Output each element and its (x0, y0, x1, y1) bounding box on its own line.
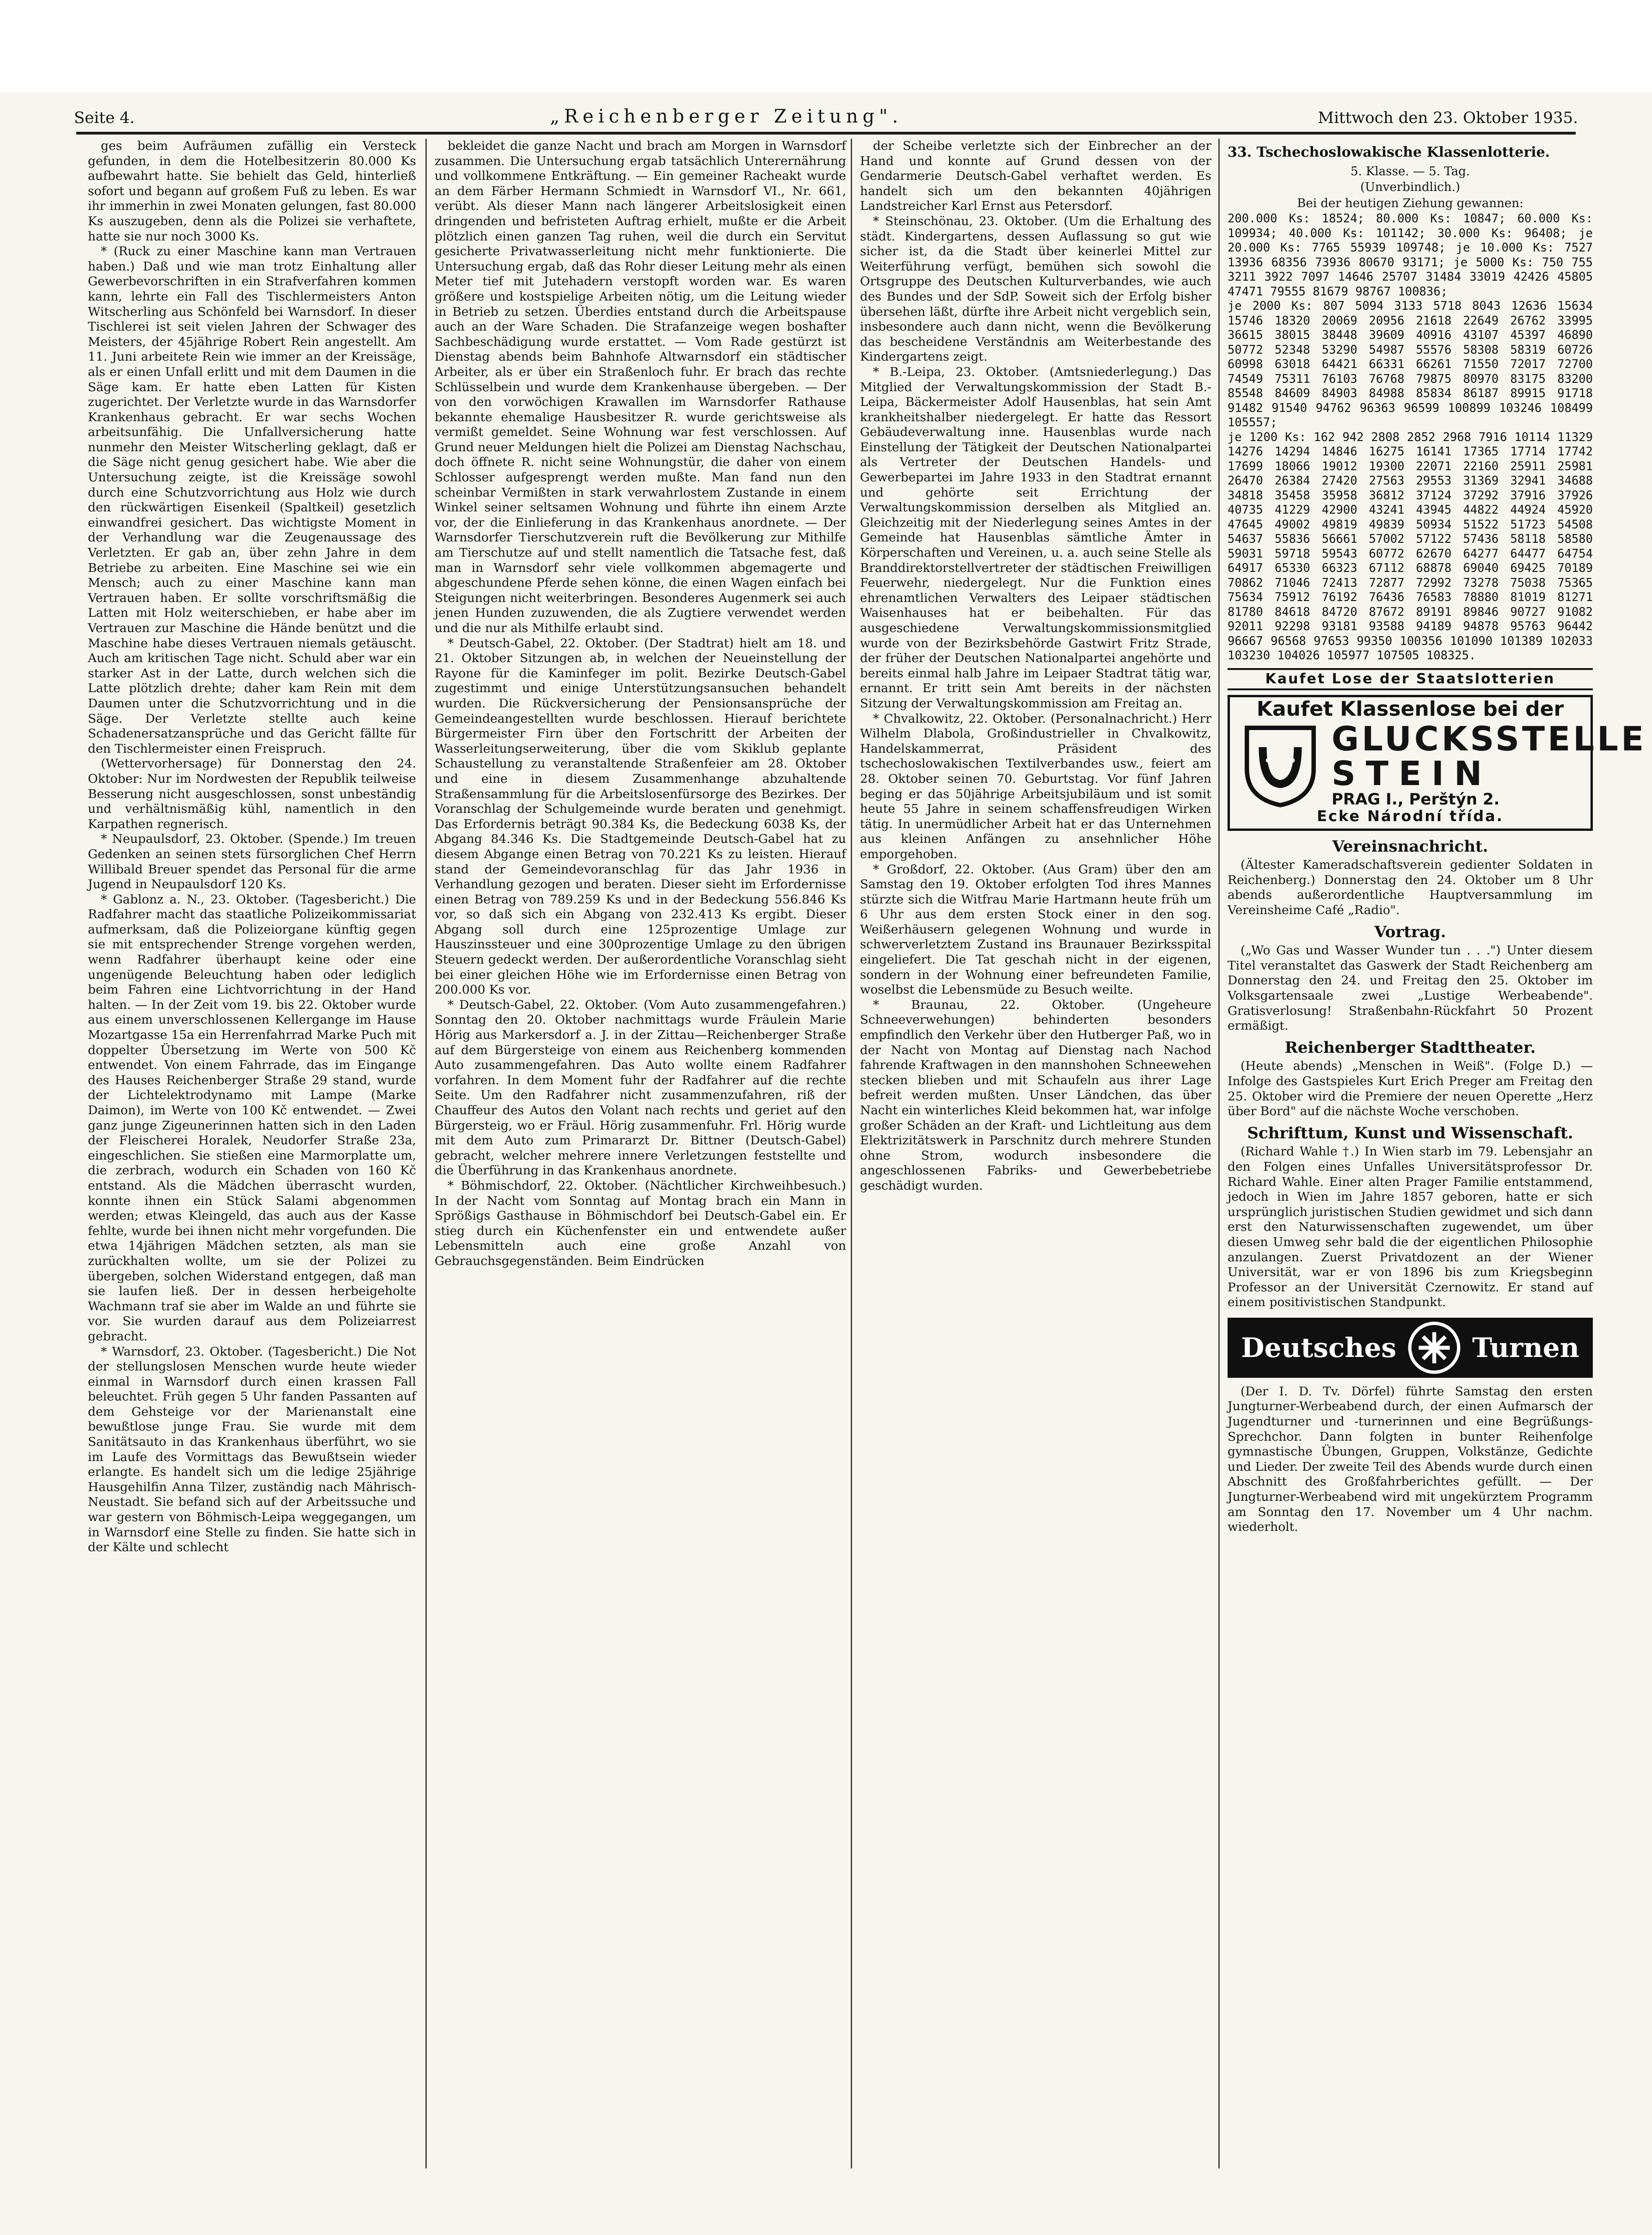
article-text: * Braunau, 22. Oktober. (Ungeheure Schneeverwehungen) behinderten besonders empfindlich den Verkehr über den Hutberger Paß, wo in der Nacht von Montag auf Dienstag nach Nachod fahrende Kraftwagen in den mannshohen Schneewehen stecken blieben und mit Schaufeln aus ihrer Lage befreit werden mußten. Unser Ländchen, das über Nacht ein winterliches Kleid bekommen hat, war infolge großer Schäden an der Kraft- und Lichtleitung aus dem Elektrizitätswerk in Parschnitz durch mehrere Stunden ohne Strom, wodurch insbesondere die angeschlossenen Fabriks- und Gewerbebetriebe geschädigt wurden. (860, 997, 1211, 1193)
section-heading: Vereinsnachricht. (1332, 837, 1488, 856)
column-2 (435, 139, 846, 2170)
newspaper-title: „Reichenberger Zeitung". (550, 106, 903, 127)
article-text: („Wo Gas und Wasser Wunder tun . . .") Unter diesem Titel veranstaltet das Gaswerk der Stadt Reichenberg am Donnerstag den 24. und Freitag den 25. Oktober im Volksgartensaale zwei „Lustige Werbeabende". Gratisverlosung! Straßenbahn-Rückfahrt 50 Prozent ermäßigt. (1228, 943, 1593, 1033)
column-3 (860, 139, 1211, 2170)
article-text: * Steinschönau, 23. Oktober. (Um die Erhaltung des städt. Kindergartens, dessen Auflassung so gut wie sicher ist, da die Stadt über keinerlei Mittel zur Weiterführung verfügt, bemühen sich sowohl die Ortsgruppe des Deutschen Kulturverbandes, wie auch des Bundes und der SdP. Soweit sich der Erfolg bisher übersehen läßt, dürfte ihre Arbeit nicht vergeblich sein, insbesondere auch dann nicht, wenn die Bevölkerung das bescheidene Verständnis am Weiterbestande des Kindergartens zeigt. (860, 214, 1211, 364)
advert-brand: GLUCKSSTELLE (1332, 719, 1647, 759)
section-heading: Vortrag. (1374, 922, 1446, 941)
advert-gluecksstelle (1228, 695, 1647, 830)
article-text: * Böhmischdorf, 22. Oktober. (Nächtlicher Kirchweihbesuch.) In der Nacht vom Sonntag auf Montag brach ein Mann in Sprößigs Gasthause in Böhmischdorf bei Deutsch-Gabel ein. Er stieg durch ein Küchenfenster ein und entwendete außer Lebensmitteln auch eine große Anzahl von Gebrauchsgegenständen. Beim Eindrücken (435, 1178, 846, 1268)
scan-margin (0, 0, 1652, 92)
article-text: * Gablonz a. N., 23. Oktober. (Tagesbericht.) Die Radfahrer macht das staatliche Polizeikommissariat aufmerksam, daß die Polizeiorgane künftig gegen sie mit entsprechender Strenge vorgehen werden, wenn Radfahrer überhaupt keine oder eine ungenügende Beleuchtung haben oder lediglich beim Fahren eine Lichtvorrichtung in der Hand halten. — In der Zeit vom 19. bis 22. Oktober wurde aus einem unverschlossenen Kellergange im Hause Mozartgasse 15a ein Herrenfahrrad Marke Puch mit doppelter Übersetzung im Werte von 500 Kč entwendet. Von einem Fahrrade, das im Eingange des Hauses Reichenberger Straße 29 stand, wurde der Lichtelektrodynamo mit Lampe (Marke Daimon), im Werte von 100 Kč entwendet. — Zwei ganz junge Zigeunerinnen hatten sich in den Laden der Fleischerei Horalek, Neudorfer Straße 23a, eingeschlichen. Sie stießen eine Marmorplatte um, die zerbrach, wodurch ein Schaden von 160 Kč entstand. Als die Mädchen überrascht wurden, konnte ihnen ein Stück Salami abgenommen werden; etwas Kleingeld, das auch aus der Kasse fehlte, wurde bei ihnen nicht mehr vorgefunden. Die etwa 14jährigen Mädchen setzten, als man sie zurückhalten wollte, um sie der Polizei zu übergeben, solchen Widerstand entgegen, daß man sie laufen ließ. Der in dessen herbeigeholte Wachmann traf sie aber im Walde an und führte sie vor. Sie wurden darauf aus dem Polizeiarrest gebracht. (88, 892, 416, 1344)
column-divider (851, 139, 852, 2168)
page-number: Seite 4. (74, 109, 135, 127)
lottery-heading: 33. Tschechoslowakische Klassenlotterie. (1228, 144, 1550, 160)
article-text: (Der I. D. Tv. Dörfel) führte Samstag den ersten Jungturner-Werbeabend durch, der einen Aufmarsch der Jugendturner und -turnerinnen und eine Begrüßungs-Sprechchor. Dann folgten in bunter Reihenfolge gymnastische Übungen, Gruppen, Volkstänze, Gedichte und Lieder. Der zweite Teil des Abends wurde durch einen Abschnitt des Großfahrberichtes gefüllt. — Der Jungturner-Werbeabend wird mit ungekürztem Programm am Sonntag den 17. November um 4 Uhr nachm. wiederholt. (1228, 1384, 1593, 1535)
article-text: (Richard Wahle †.) In Wien starb im 79. Lebensjahr an den Folgen eines Unfalles Universitätsprofessor Dr. Richard Wahle. Einer alten Prager Familie entstammend, jedoch in Wien im Jahre 1857 geboren, hatte er sich ursprünglich juristischen Studien gewidmet und sich dann erst den Naturwissenschaften zugewendet, um über diesen Umweg sehr bald die der eigentlichen Philosophie anzulangen. Zuerst Privatdozent an der Wiener Universität, war er von 1896 bis zum Kriegsbeginn Professor an der Universität Czernowitz. Er stand auf einem positivistischen Standpunkt. (1228, 1144, 1593, 1310)
lottery-class: 5. Klasse. — 5. Tag. (1351, 164, 1470, 178)
issue-date: Mittwoch den 23. Oktober 1935. (1318, 109, 1578, 127)
advert-address-2: Ecke Národní třída. (1317, 807, 1504, 825)
article-text: bekleidet die ganze Nacht und brach am Morgen in Warnsdorf zusammen. Die Untersuchung ergab tatsächlich Unterernährung und vollkommene Entkräftung. — Ein gemeiner Racheakt wurde an dem Färber Hermann Schmiedt in Warnsdorf VI., Nr. 661, verübt. Als dieser Mann nach längerer Arbeitslosigkeit einen dringenden und befristeten Auftrag erhielt, mußte er die Arbeit plötzlich einen ganzen Tag ruhen, weil die durch ein Servitut gesicherte Privatwasserleitung nicht mehr funktionierte. Die Untersuchung ergab, daß das Rohr dieser Leitung mehr als einen Meter tief mit Jutehadern verstopft worden war. Es waren größere und kostspielige Arbeiten nötig, um die Leitung wieder in Betrieb zu setzen. Überdies entstand durch die Arbeitspause auch an der Ware Schaden. Die Strafanzeige wegen boshafter Sachbeschädigung wurde erstattet. — Vom Rade gestürzt ist Dienstag abends beim Bahnhofe Altwarnsdorf ein städtischer Arbeiter, als er über ein Straßenloch fuhr. Er brach das rechte Schlüsselbein und wurde dem Krankenhause übergeben. — Der von den vorwöchigen Krawallen im Warnsdorfer Rathause bekannte ehemalige Hausbesitzer R. wurde gerichtsweise als vermißt gemeldet. Seine Wohnung war fest verschlossen. Auf Grund neuer Meldungen hielt die Polizei am Dienstag Nachschau, doch öffnete R. nicht seine Wohnungstür, die daher von einem Schlosser aufgesprengt werden mußte. Man fand nun den scheinbar Vermißten in stark verwahrlostem Zustande in einem Winkel seiner seltsamen Wohnung und führte ihn einem Arzte vor, der die Einlieferung in das Krankenhaus anordnete. — Der Warnsdorfer Tierschutzverein ruft die Bevölkerung zur Mithilfe am Tierschutze auf und stellt namentlich die Tatsache fest, daß man in Warnsdorf sehr viele vollkommen abgemagerte und abgeschundene Pferde sehen könne, die einen Wagen einfach bei Steigungen nicht weiterbringen. Besonderes Augenmerk sei auch jenen Hunden zuzuwenden, die als Zugtiere verwendet werden und die nur als Mithilfe erlaubt sind. (435, 139, 846, 635)
article-text: * Warnsdorf, 23. Oktober. (Tagesbericht.) Die Not der stellungslosen Menschen wurde heute wieder einmal in Warnsdorf durch einen krassen Fall beleuchtet. Früh gegen 5 Uhr fanden Passanten auf dem Gehsteige vor der Marienanstalt eine bewußtlose junge Frau. Sie wurde mit dem Sanitätsauto in das Krankenhaus überführt, wo sie im Laufe des Vormittags das Bewußtsein wieder erlangte. Es handelt sich um die ledige 25jährige Hausgehilfin Anna Tilzer, zuständig nach Mährisch-Neustadt. Sie befand sich auf der Arbeitssuche und war gestern von Böhmisch-Leipa weggegangen, um in Warnsdorf eine Stelle zu finden. Sie hatte sich in der Kälte und schlecht (88, 1344, 416, 1555)
column-1 (88, 139, 416, 2170)
section-heading: Schrifttum, Kunst und Wissenschaft. (1247, 1124, 1573, 1142)
article-text: (Ältester Kameradschaftsverein gedienter Soldaten in Reichenberg.) Donnerstag den 24. Oktober um 8 Uhr abends außerordentliche Hauptversammlung im Vereinsheime Café „Radio". (1228, 858, 1593, 918)
article-text: (Wettervorhersage) für Donnerstag den 24. Oktober: Nur im Nordwesten der Republik teilweise Besserung nicht ausgeschlossen, sonst unbeständig und verhältnismäßig kühl, namentlich in den Karpathen regnerisch. (88, 756, 416, 831)
header-rule (76, 132, 1576, 135)
advert-brand-name: STEIN (1332, 754, 1492, 793)
column-4 (1228, 139, 1647, 2170)
lottery-1200: je 1200 Ks: 162 942 2808 2852 2968 7916 10114 11329 14276 14294 14846 16275 16141 17365 17714 17742 17699 18066 19012 19300 22071 22160 25911 25981 26470 26384 27420 27563 29553 31369 32941 34688 34818 35458 35958 36812 37124 37292 37916 37926 40735 41229 42900 43241 43945 44822 44924 45920 47645 49002 49819 49839 50934 51522 51723 54508 54637 55836 56661 57002 57122 57436 58118 58580 59031 59718 59543 60772 62670 64277 64477 64754 64917 65330 66323 67112 68878 69040 69425 70189 70862 71046 72413 72877 72992 73278 75038 75365 75634 75912 76192 76436 76583 78880 81019 81271 81780 84618 84720 87672 89191 89846 90727 91082 92011 92298 93181 93588 94189 94878 95763 96442 96667 96568 97653 99350 100356 101090 101389 102033 103230 104026 105977 107505 108325. (1228, 430, 1593, 663)
lottery-prizes: 200.000 Ks: 18524; 80.000 Ks: 10847; 60.000 Ks: 109934; 40.000 Ks: 101142; 30.000 Ks: 96408; je 20.000 Ks: 7765 55939 109748; je 10.000 Ks: 7527 13936 68356 73936 80670 93171; je 5000 Ks: 750 755 3211 3922 7097 14646 25707 31484 33019 42426 45805 47471 79555 81679 98767 100836; (1228, 212, 1593, 299)
article-text: * Großdorf, 22. Oktober. (Aus Gram) über den am Samstag den 19. Oktober erfolgten Tod ihres Mannes stürzte sich die Witfrau Marie Hartmann heute früh um 6 Uhr aus dem ersten Stock einer in den sog. Weißerhäusern gelegenen Wohnung und wurde in schwerverletztem Zustand ins Braunauer Bezirksspital eingeliefert. Die Tat geschah nicht in der eigenen, sondern in der Wohnung einer befreundeten Familie, woselbst die Lebensmüde zu Besuch weilte. (860, 862, 1211, 997)
banner-text: Turnen (1472, 1332, 1579, 1363)
article-text: * Chvalkowitz, 22. Oktober. (Personalnachricht.) Herr Wilhelm Dlabola, Großindustrieller in Chvalkowitz, Handelskammerrat, Präsident des tschechoslowakischen Textilverbandes usw., feiert am 28. Oktober seinen 70. Geburtstag. Vor fünf Jahren beging er das 50jährige Arbeitsjubiläum und ist somit heute 55 Jahre in seinem schaffensfreudigen Wirken tätig. In unermüdlicher Arbeit hat er das Unternehmen aus kleinen Anfängen zu ansehnlicher Höhe emporgehoben. (860, 711, 1211, 861)
gymnastics-emblem-icon (1406, 1320, 1462, 1375)
advert-address: PRAG I., Perštýn 2. (1332, 790, 1500, 809)
advert-headline: Kaufet Klassenlose bei der (1256, 697, 1564, 721)
advert-deutsches-turnen (1228, 1318, 1593, 1378)
article-text: (Heute abends) „Menschen in Weiß". (Folge D.) — Infolge des Gastspieles Kurt Erich Preger am Freitag den 25. Oktober wird die Premiere der neuen Operette „Herz über Bord" auf die nächste Woche verschoben. (1228, 1059, 1593, 1119)
column-divider (1218, 139, 1220, 2168)
lottery-intro: Bei der heutigen Ziehung gewannen: (1297, 196, 1523, 210)
section-heading: Reichenberger Stadttheater. (1284, 1038, 1536, 1057)
article-text: * (Ruck zu einer Maschine kann man Vertrauen haben.) Daß und wie man trotz Einhaltung aller Gewerbevorschriften in ein Strafverfahren kommen kann, lehrte ein Fall des Tischlermeisters Anton Witscherling aus Schönfeld bei Warnsdorf. In dieser Tischlerei ist seit vielen Jahren der Schwager des Meisters, der 45jährige Robert Rein angestellt. Am 11. Juni arbeitete Rein wie immer an der Kreissäge, als er einen Unfall erlitt und mit dem Daumen in die Säge kam. Er hatte eben Latten für Kisten zugerichtet. Der Verletzte wurde in das Warnsdorfer Krankenhaus gebracht. Er war sechs Wochen arbeitsunfähig. Die Unfallversicherung hatte nunmehr den Meister Witscherling geklagt, daß er die Säge nicht genug gesichert habe. Wie aber die Untersuchung zeigte, ist die Kreissäge sowohl durch eine Schutzvorrichtung aus Holz wie durch den rückwärtigen Eisenkeil (Spaltkeil) gesetzlich einwandfrei gesichert. Das wichtigste Moment in der Verhandlung war die Zeugenaussage des Verletzten. Er gab an, über zehn Jahre in dem Betriebe zu arbeiten. Eine Maschine sei wie ein Mensch; auch zu einer Maschine kann man Vertrauen haben. Er sollte vorschriftsmäßig die Latten mit Holz weiterschieben, er habe aber im Vertrauen zur Maschine die Hände benützt und die Maschine habe dieses Vertrauen niemals getäuscht. Auch am kritischen Tage nicht. Schuld aber war ein starker Ast in der Latte, durch welchen sich die Latte plötzlich drehte; daher kam Rein mit dem Daumen unter die Schutzvorrichtung und in die Säge. Der Verletzte stellte auch keine Schadenersatzansprüche und das Gericht fällte für den Tischlermeister einen Freispruch. (88, 244, 416, 756)
article-text: * Neupaulsdorf, 23. Oktober. (Spende.) Im treuen Gedenken an seinen stets fürsorglichen Chef Herrn Willibald Breuer spendet das Personal für die arme Jugend in Neupaulsdorf 120 Ks. (88, 832, 416, 892)
article-text: ges beim Aufräumen zufällig ein Versteck gefunden, in dem die Hotelbesitzerin 80.000 Ks aufbewahrt hatte. Sie behielt das Geld, hinterließ sofort und begann auf großem Fuß zu leben. Es war ihr immerhin in zwei Monaten gelungen, fast 80.000 Ks auszugeben, denn als die Polizei sie verhaftete, hatte sie nur noch 3000 Ks. (88, 139, 416, 244)
column-divider (425, 139, 427, 2168)
article-text: * Deutsch-Gabel, 22. Oktober. (Der Stadtrat) hielt am 18. und 21. Oktober Sitzungen ab, in welchen der Neueinstellung der Rayone für die Kaminfeger im polit. Bezirke Deutsch-Gabel zugestimmt und einige Unterstützungsansuchen behandelt wurden. Die Rückversicherung der Pensionsansprüche der Gemeindeangestellten wurde beschlossen. Hierauf berichtete Bürgermeister Firn über den Fortschritt der Arbeiten der Wasserleitungserweiterung, über die vom Skiklub geplante Schaustellung zu veranstaltende Straßenfeier am 28. Oktober und eine in diesem Zusammenhange abzuhaltende Straßensammlung für die Arbeitslosenfürsorge des Bezirkes. Der Voranschlag der Schulgemeinde wurde beraten und genehmigt. Das Erfordernis beträgt 90.384 Ks, die Bedeckung 6038 Ks, der Abgang 84.346 Ks. Die Stadtgemeinde Deutsch-Gabel hat zu diesem Abgange einen Betrag von 70.221 Ks zu leisten. Hierauf stand der Gemeindevoranschlag für das Jahr 1936 in Verhandlung gezogen und beraten. Dieser sieht im Erfordernisse einen Betrag von 789.259 Ks und in der Bedeckung 556.846 Ks vor, so daß sich ein Abgang von 232.413 Ks ergibt. Dieser Abgang soll durch eine 125prozentige Umlage zur Hauszinssteuer und eine 300prozentige Umlage zu den übrigen Steuern gedeckt werden. Der außerordentliche Voranschlag sieht bei einer gleichen Höhe wie im Erfordernisse einen Betrag von 200.000 Ks vor. (435, 636, 846, 997)
horseshoe-shield-icon (1236, 721, 1324, 809)
lottery-note: (Unverbindlich.) (1360, 180, 1460, 195)
article-text: * B.-Leipa, 23. Oktober. (Amtsniederlegung.) Das Mitglied der Verwaltungskommission der Stadt B.-Leipa, Bäckermeister Adolf Hausenblas, hat sein Amt krankheitshalber niedergelegt. Er hatte das Ressort Gebäudeverwaltung inne. Hausenblas wurde nach Einstellung der Tätigkeit der Deutschen Nationalpartei als Vertreter der Deutschen Handels- und Gewerbepartei im Jahre 1933 in den Stadtrat ernannt und gehörte seit Errichtung der Verwaltungskommission derselben als Mitglied an. Gleichzeitig mit der Niederlegung seines Amtes in der Gemeinde hat Hausenblas sämtliche Ämter in Körperschaften und Vereinen, u. a. auch seine Stelle als Branddirektorstellvertreter der städtischen Freiwilligen Feuerwehr, niedergelegt. Nur die Funktion eines ehrenamtlichen Verwalters des Leipaer städtischen Waisenhauses hat er beibehalten. Für das ausgeschiedene Verwaltungskommissionsmitglied wurde von der Bezirksbehörde Gastwirt Fritz Strade, der früher der Deutschen Nationalpartei angehörte und bereits einmal halb Jahre im Leipaer Stadtrat tätig war, ernannt. Er tritt sein Amt bereits in der nächsten Sitzung der Verwaltungskommission am Freitag an. (860, 364, 1211, 711)
article-text: der Scheibe verletzte sich der Einbrecher an der Hand und konnte auf Grund dessen von der Gendarmerie Deutsch-Gabel verhaftet werden. Es handelt sich um den bekannten 40jährigen Landstreicher Karl Ernst aus Petersdorf. (860, 139, 1211, 214)
lottery-2000: je 2000 Ks: 807 5094 3133 5718 8043 12636 15634 15746 18320 20069 20956 21618 22649 26762 33995 36615 38015 38448 39609 40916 43107 45397 46890 50772 52348 53290 54987 55576 58308 58319 60726 60998 63018 64421 66331 66261 71550 72017 72700 74549 75311 76103 76768 79875 80970 83175 83200 85548 84609 84903 84988 85834 86187 89915 91718 91482 91540 94762 96363 96599 100899 103246 108499 105557; (1228, 299, 1593, 430)
banner-text: Deutsches (1241, 1332, 1397, 1363)
advert-lottery-banner: Kaufet Lose der Staatslotterien (1228, 668, 1593, 691)
article-text: * Deutsch-Gabel, 22. Oktober. (Vom Auto zusammengefahren.) Sonntag den 20. Oktober nachmittags wurde Fräulein Marie Hörig aus Markersdorf a. J. in der Zittau—Reichenberger Straße auf dem Bürgersteige von einem aus Reichenberg kommenden Auto zusammengefahren. Das Auto wollte einem Radfahrer vorfahren. In dem Moment fuhr der Radfahrer auf die rechte Seite. Um den Radfahrer nicht zusammenzufahren, riß der Chauffeur des Autos den Volant nach rechts und geriet auf den Bürgersteig, wo er Fräul. Hörig zusammenfuhr. Frl. Hörig wurde mit dem Auto zum Primararzt Dr. Bittner (Deutsch-Gabel) gebracht, welcher mehrere innere Verletzungen feststellte und die Überführung in das Krankenhaus anordnete. (435, 997, 846, 1178)
page-header (74, 95, 1578, 127)
